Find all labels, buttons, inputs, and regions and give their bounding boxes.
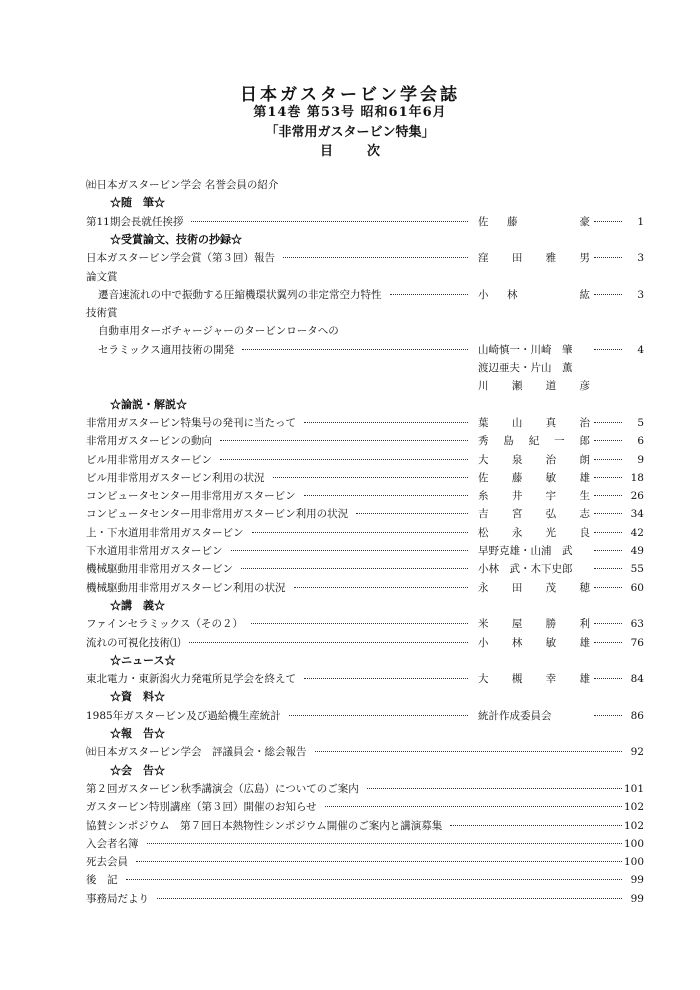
- entry-page-number: 100: [623, 837, 644, 850]
- entry-title: ファインセラミックス（その２）: [86, 618, 243, 631]
- entry-page-number: 99: [630, 874, 644, 887]
- leader-dots: [594, 459, 622, 460]
- entry-title: 協賛シンポジウム 第７回日本熱物性シンポジウム開催のご案内と講演募集: [86, 819, 443, 832]
- leader-dots: [325, 806, 622, 807]
- entry-author: 佐 藤 敏 雄: [478, 471, 590, 484]
- section-heading: [86, 652, 646, 670]
- toc-entry: [86, 560, 646, 578]
- leader-dots: [283, 257, 468, 258]
- entry-page-number: 4: [637, 343, 644, 356]
- toc-entry: [86, 634, 646, 652]
- toc-entry: [86, 853, 646, 871]
- leader-dots: [594, 257, 622, 258]
- entry-author: 永 田 茂 穂: [478, 581, 590, 594]
- leader-dots: [157, 898, 622, 899]
- leader-dots: [594, 715, 622, 716]
- leader-dots: [304, 678, 468, 679]
- section-title: ☆ニュース☆: [110, 653, 176, 667]
- leader-dots: [594, 623, 622, 624]
- leader-dots: [189, 642, 469, 643]
- entry-author: 渡辺亜夫・片山 薫: [478, 362, 573, 374]
- issue-line: 第14巻 第53号 昭和61年6月: [253, 105, 447, 120]
- entry-page-number: 34: [630, 508, 644, 521]
- entry-title: ガスタービン特別講座（第３回）開催のお知らせ: [86, 801, 317, 814]
- toc-entry: [86, 835, 646, 853]
- section-heading: [86, 396, 646, 414]
- toc-entry: [86, 322, 646, 340]
- leader-dots: [594, 642, 622, 643]
- entry-page-number: 100: [623, 856, 644, 869]
- entry-page-number: 18: [630, 471, 644, 484]
- toc-entry: [86, 469, 646, 487]
- toc-entry: [86, 359, 646, 377]
- entry-author: 糸 井 宇 生: [478, 490, 590, 503]
- leader-dots: [147, 843, 623, 844]
- toc-entry: [86, 817, 646, 835]
- entry-author: 吉 宮 弘 志: [478, 508, 590, 521]
- leader-dots: [594, 294, 622, 295]
- section-heading: [86, 688, 646, 706]
- toc-entry: [86, 615, 646, 633]
- entry-page-number: 42: [630, 526, 644, 539]
- toc-entry: [86, 487, 646, 505]
- entry-title: 機械駆動用非常用ガスタービン利用の状況: [86, 581, 286, 594]
- entry-page-number: 63: [630, 618, 644, 631]
- leader-dots: [594, 550, 622, 551]
- section-title: ☆会 告☆: [110, 763, 165, 777]
- entry-title: 入会者名簿: [86, 837, 139, 850]
- leader-dots: [241, 568, 468, 569]
- entry-page-number: 5: [637, 416, 644, 429]
- entry-page-number: 3: [637, 288, 644, 301]
- entry-author: 秀 島 紀 一 郎: [478, 435, 590, 448]
- section-title: ☆論説・解説☆: [110, 397, 187, 411]
- leader-dots: [594, 495, 622, 496]
- entry-title: 非常用ガスタービンの動向: [86, 435, 212, 448]
- entry-author: 大 泉 治 朗: [478, 453, 590, 466]
- leader-dots: [450, 825, 622, 826]
- section-title: ☆講 義☆: [110, 598, 165, 612]
- entry-title: コンピュータセンター用非常用ガスタービン: [86, 490, 296, 503]
- entry-page-number: 84: [630, 673, 644, 686]
- leader-dots: [594, 678, 622, 679]
- entry-page-number: 60: [630, 581, 644, 594]
- toc-entry: [86, 268, 646, 286]
- toc-entry: [86, 780, 646, 798]
- leader-dots: [242, 349, 468, 350]
- entry-title: 自動車用ターボチャージャーのタービンロータへの: [98, 325, 339, 338]
- toc-entry: [86, 579, 646, 597]
- section-title: ☆受賞論文、技術の抄録☆: [110, 232, 242, 246]
- toc-entry: [86, 176, 646, 194]
- toc-entry: [86, 213, 646, 231]
- entry-page-number: 102: [623, 801, 644, 814]
- section-title: ☆報 告☆: [110, 727, 165, 740]
- leader-dots: [390, 294, 469, 295]
- leader-dots: [594, 587, 622, 588]
- leader-dots: [594, 422, 622, 423]
- entry-page-number: 92: [630, 746, 644, 759]
- entry-author: 佐 藤 豪: [478, 215, 590, 228]
- contents-heading: 目次: [319, 144, 414, 159]
- leader-dots: [594, 477, 622, 478]
- section-heading: [86, 762, 646, 780]
- entry-page-number: 3: [637, 252, 644, 265]
- toc-entry: [86, 890, 646, 908]
- entry-title: ビル用非常用ガスタービン: [86, 453, 212, 466]
- entry-title: 死去会員: [86, 856, 128, 869]
- entry-author: 松 永 光 良: [478, 526, 590, 539]
- leader-dots: [315, 751, 623, 752]
- entry-page-number: 86: [630, 709, 644, 722]
- leader-dots: [594, 568, 622, 569]
- entry-title: 下水道用非常用ガスタービン: [86, 545, 223, 557]
- entry-page-number: 99: [630, 892, 644, 905]
- toc-entry: [86, 414, 646, 432]
- leader-dots: [594, 532, 622, 533]
- leader-dots: [231, 550, 469, 551]
- leader-dots: [191, 221, 468, 222]
- leader-dots: [594, 221, 622, 222]
- leader-dots: [594, 349, 622, 350]
- toc-entry: [86, 286, 646, 304]
- entry-page-number: 55: [630, 563, 644, 576]
- entry-page-number: 6: [637, 435, 644, 448]
- entry-title: 後 記: [86, 874, 118, 887]
- leader-dots: [251, 623, 468, 624]
- entry-author: 窪 田 雅 男: [478, 252, 590, 265]
- entry-author: 葉 山 真 治: [478, 416, 590, 429]
- entry-title: 1985年ガスタービン及び過給機生産統計: [86, 709, 281, 722]
- leader-dots: [304, 495, 468, 496]
- leader-dots: [220, 459, 468, 460]
- entry-author: 山崎慎一・川崎 肇: [478, 343, 573, 356]
- toc-entry: [86, 377, 646, 395]
- entry-title: 上・下水道用非常用ガスタービン: [86, 526, 244, 539]
- entry-author: 大 槻 幸 雄: [478, 673, 590, 686]
- entry-title: 日本ガスタービン学会賞（第３回）報告: [86, 252, 275, 265]
- special-issue-title: 「非常用ガスタービン特集」: [265, 125, 435, 140]
- leader-dots: [594, 513, 622, 514]
- entry-title: 非常用ガスタービン特集号の発刊に当たって: [86, 416, 296, 429]
- entry-author: 統計作成委員会: [478, 709, 552, 722]
- entry-title: 遷音速流れの中で振動する圧縮機環状翼列の非定常空力特性: [98, 288, 382, 301]
- entry-author: 小林 武・木下史郎: [478, 563, 573, 576]
- entry-title: 論文賞: [86, 270, 118, 283]
- entry-title: 事務局だより: [86, 892, 149, 905]
- entry-title: 東北電力・東新潟火力発電所見学会を終えて: [86, 673, 296, 686]
- toc-entry: [86, 451, 646, 469]
- toc-entry: [86, 743, 646, 761]
- entry-author: 小 林 紘: [478, 288, 590, 301]
- entry-page-number: 49: [630, 545, 644, 557]
- entry-title: 技術賞: [86, 307, 118, 320]
- entry-author: 米 屋 勝 利: [478, 618, 590, 631]
- toc-entry: [86, 707, 646, 725]
- leader-dots: [252, 532, 469, 533]
- leader-dots: [126, 879, 623, 880]
- entry-page-number: 9: [637, 453, 644, 466]
- entry-title: ビル用非常用ガスタービン利用の状況: [86, 471, 265, 484]
- entry-title: 流れの可視化技術⑴: [86, 636, 181, 649]
- section-heading: [86, 231, 646, 249]
- leader-dots: [220, 440, 468, 441]
- leader-dots: [356, 513, 468, 514]
- leader-dots: [136, 861, 622, 862]
- leader-dots: [594, 440, 622, 441]
- entry-title: 機械駆動用非常用ガスタービン: [86, 563, 233, 576]
- entry-title: ㈳日本ガスタービン学会 名誉会員の紹介: [86, 179, 279, 191]
- entry-author: 川 瀬 道 彦: [478, 380, 590, 393]
- entry-title: コンピュータセンター用非常用ガスタービン利用の状況: [86, 508, 349, 521]
- entry-title: セラミックス適用技術の開発: [98, 343, 235, 356]
- toc-entry: [86, 798, 646, 816]
- toc-entry: [86, 542, 646, 560]
- leader-dots: [289, 715, 468, 716]
- entry-title: ㈳日本ガスタービン学会 評議員会・総会報告: [86, 746, 307, 759]
- entry-author: 小 林 敏 雄: [478, 636, 590, 649]
- toc-entry: [86, 670, 646, 688]
- section-heading: [86, 597, 646, 615]
- section-heading: [86, 194, 646, 212]
- leader-dots: [367, 788, 622, 789]
- leader-dots: [273, 477, 469, 478]
- leader-dots: [304, 422, 468, 423]
- toc-entry: [86, 871, 646, 889]
- entry-author: 早野克雄・山浦 武: [478, 545, 573, 557]
- entry-title: 第11期会長就任挨拶: [86, 215, 184, 228]
- toc-entry: [86, 524, 646, 542]
- entry-page-number: 101: [623, 782, 644, 795]
- entry-title: 第２回ガスタービン秋季講演会（広島）についてのご案内: [86, 782, 359, 795]
- section-title: ☆随 筆☆: [110, 196, 165, 210]
- toc-entry: [86, 505, 646, 523]
- entry-page-number: 26: [630, 490, 644, 503]
- section-heading: [86, 725, 646, 743]
- toc-entry: [86, 249, 646, 267]
- toc-entry: [86, 304, 646, 322]
- journal-title: 日本ガスタービン学会誌: [240, 85, 460, 105]
- entry-page-number: 1: [637, 215, 644, 228]
- entry-page-number: 102: [623, 819, 644, 832]
- toc-entry: [86, 341, 646, 359]
- section-title: ☆資 料☆: [110, 690, 165, 704]
- toc-entry: [86, 432, 646, 450]
- entry-page-number: 76: [630, 636, 644, 649]
- leader-dots: [294, 587, 469, 588]
